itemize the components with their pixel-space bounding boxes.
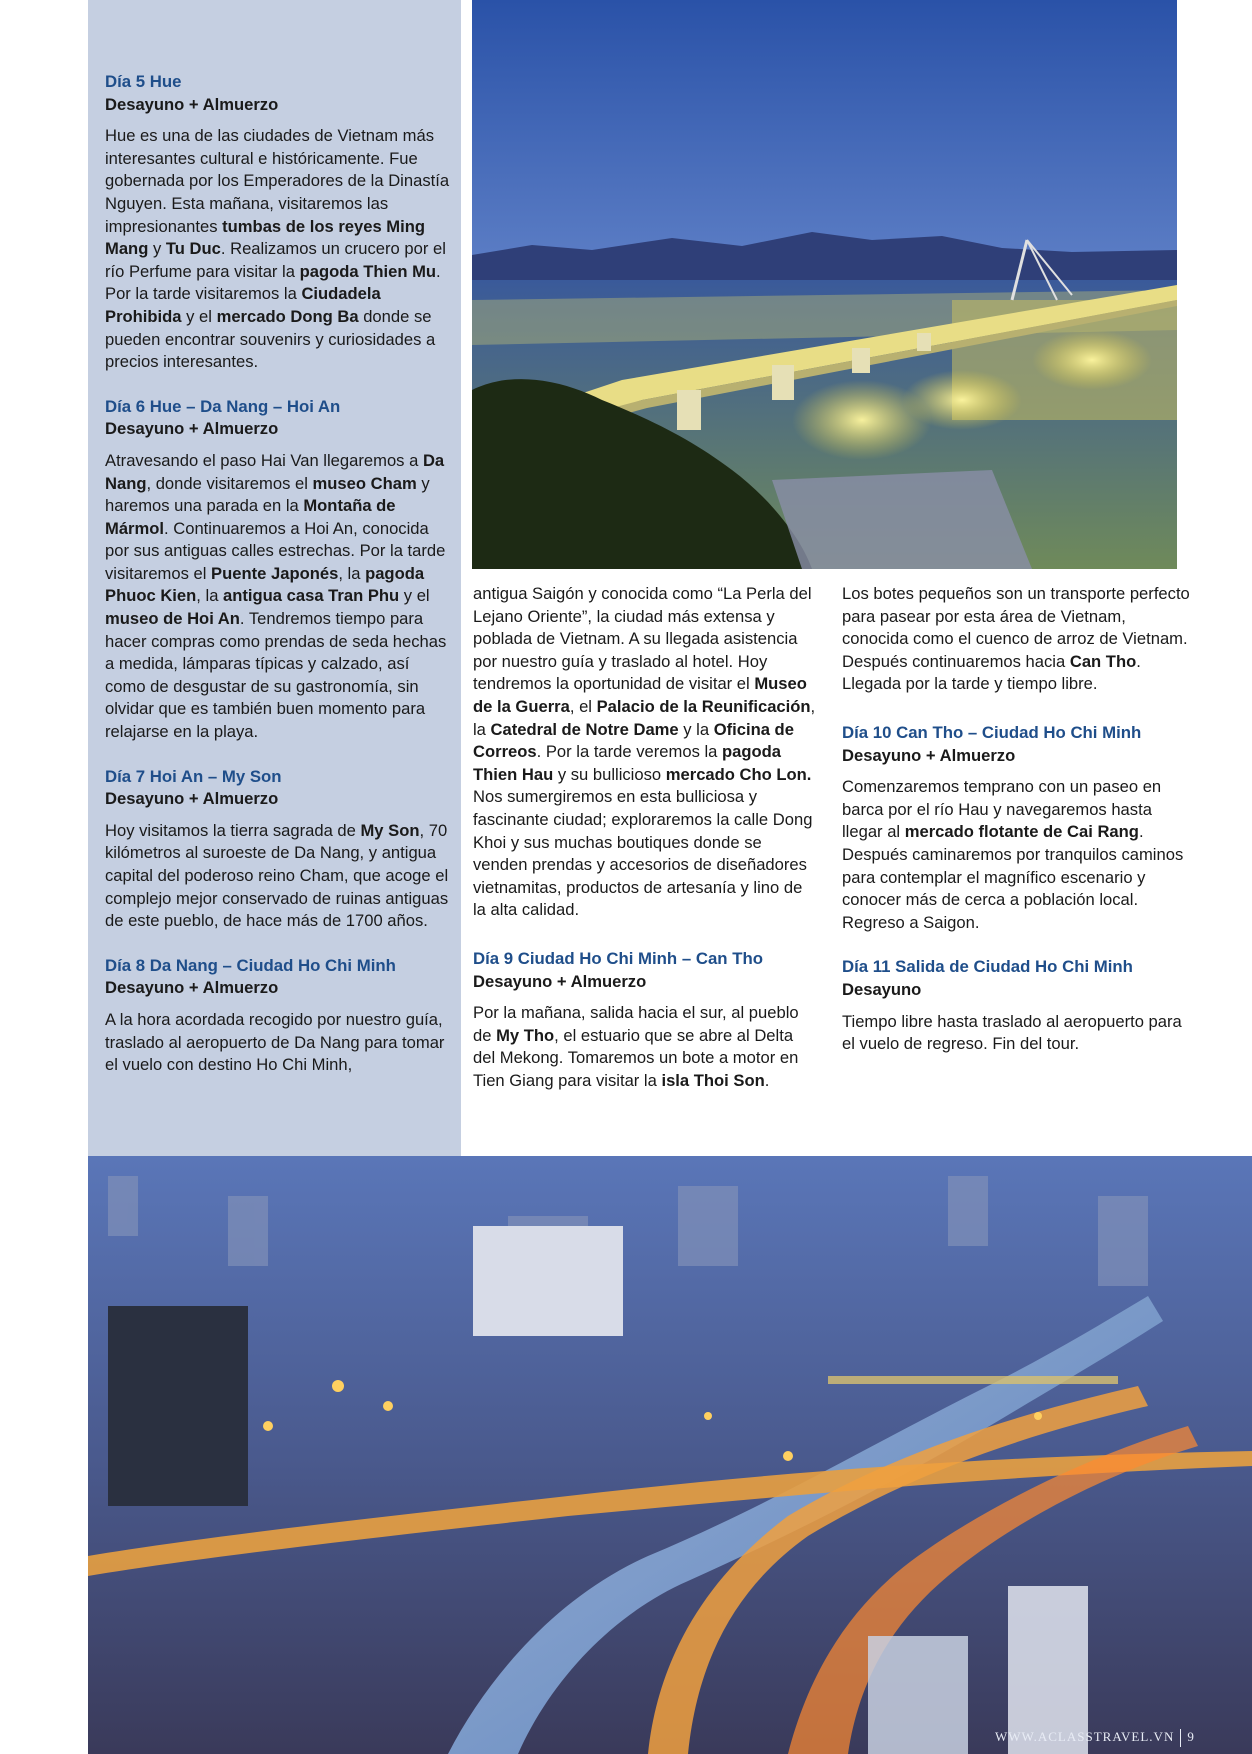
day-11-text: Tiempo libre hasta traslado al aeropuerto para el vuelo de regreso. Fin del tour.	[842, 1011, 1182, 1054]
day-8-title: Día 8 Da Nang – Ciudad Ho Chi Minh	[105, 955, 396, 975]
day-6-title: Día 6 Hue – Da Nang – Hoi An	[105, 396, 341, 416]
day-6-meal: Desayuno + Almuerzo	[105, 419, 279, 439]
day-6-text: Atravesando el paso Hai Van llegaremos a Da Nang, donde visitaremos el museo Cham y haremos una parada en la Montaña de Mármol. Continuaremos a Hoi An, conocida por sus antiguas calles estrechas. Por la tarde visitaremos el Puente Japonés, la pagoda Phuoc Kien, la antigua casa Tran Phu y el museo de Hoi An. Tendremos tiempo para hacer compras como prendas de seda hechas a medida, lámparas típicas y calzado, así como de desgustar de su gastronomía, sin olvidar que es también buen momento para relajarse en la playa.	[105, 450, 447, 742]
day-8-meal: Desayuno + Almuerzo	[105, 978, 279, 998]
day-10-title: Día 10 Can Tho – Ciudad Ho Chi Minh	[842, 722, 1142, 742]
bridge-photo	[472, 0, 1177, 569]
day-9-continued-text: Los botes pequeños son un transporte perfecto para pasear por esta área de Vietnam, conocida como el cuenco de arroz de Vietnam. Después continuaremos hacia Can Tho. Llegada por la tarde y tiempo libre.	[842, 584, 1190, 694]
day-11-title: Día 11 Salida de Ciudad Ho Chi Minh	[842, 957, 1133, 977]
day-5-section	[105, 71, 450, 374]
day-8-text: A la hora acordada recogido por nuestro guía, traslado al aeropuerto de Da Nang para tomar el vuelo con destino Ho Chi Minh,	[105, 1009, 445, 1075]
day-11-meal: Desayuno	[842, 979, 922, 999]
footer-divider	[1180, 1729, 1181, 1747]
day-5-title: Día 5 Hue	[105, 72, 182, 91]
day-9-text: Por la mañana, salida hacia el sur, al pueblo de My Tho, el estuario que se abre al Delta del Mekong. Tomaremos un bote a motor en Tien Giang para visitar la isla Thoi Son.	[473, 1003, 799, 1090]
day-8-continued-text: antigua Saigón y conocida como “La Perla del Lejano Oriente”, la ciudad más extensa y poblada de Vietnam. A su llegada asistencia por nuestro guía y traslado al hotel. Hoy tendremos la oportunidad de visitar el Museo de la Guerra, el Palacio de la Reunificación, la Catedral de Notre Dame y la Oficina de Correos. Por la tarde veremos la pagoda Thien Hau y su bullicioso mercado Cho Lon. Nos sumergiremos en esta bulliciosa y fascinante ciudad; exploraremos la calle Dong Khoi y sus muchas boutiques donde se venden prendas y accesorios de diseñadores vietnamitas, productos de artesanía y lino de la alta calidad.	[473, 584, 816, 920]
day-10-text: Comenzaremos temprano con un paseo en barca por el río Hau y navegaremos hasta llegar al mercado flotante de Cai Rang. Después caminaremos por tranquilos caminos para contemplar el magnífico escenario y conocer más de cerca a población local. Regreso a Saigon.	[842, 777, 1184, 932]
day-9-meal: Desayuno + Almuerzo	[473, 971, 647, 991]
column-1	[105, 71, 450, 1099]
day-8-section	[105, 955, 450, 1077]
day-7-title: Día 7 Hoi An – My Son	[105, 766, 282, 786]
day-9-title: Día 9 Ciudad Ho Chi Minh – Can Tho	[473, 948, 763, 968]
day-7-section	[105, 766, 450, 933]
column-3	[842, 583, 1192, 1078]
day-5-meal: Desayuno + Almuerzo	[105, 94, 279, 114]
page-number: 9	[1187, 1729, 1195, 1744]
day-7-meal: Desayuno + Almuerzo	[105, 789, 279, 809]
column-2	[473, 583, 818, 1114]
day-7-text: Hoy visitamos la tierra sagrada de My Son, 70 kilómetros al suroeste de Da Nang, y antigua capital del poderoso reino Cham, que acoge el complejo mejor conservado de ruinas antiguas de este pueblo, de hace más de 1700 años.	[105, 820, 449, 931]
day-10-section	[842, 722, 1192, 934]
day-6-section	[105, 396, 450, 744]
day-5-text: Hue es una de las ciudades de Vietnam más interesantes cultural e históricamente. Fue gobernada por los Emperadores de la Dinastía Nguyen. Esta mañana, visitaremos las impresionantes tumbas de los reyes Ming Mang y Tu Duc. Realizamos un crucero por el río Perfume para visitar la pagoda Thien Mu. Por la tarde visitaremos la Ciudadela Prohibida y el mercado Dong Ba donde se pueden encontrar souvenirs y curiosidades a precios interesantes.	[105, 126, 450, 372]
day-11-section	[842, 956, 1192, 1055]
website-url: WWW.ACLASSTRAVEL.VN	[995, 1729, 1175, 1744]
city-photo	[88, 1156, 1252, 1754]
day-10-meal: Desayuno + Almuerzo	[842, 745, 1016, 765]
page-footer	[995, 1729, 1195, 1747]
day-9-section	[473, 948, 818, 1093]
